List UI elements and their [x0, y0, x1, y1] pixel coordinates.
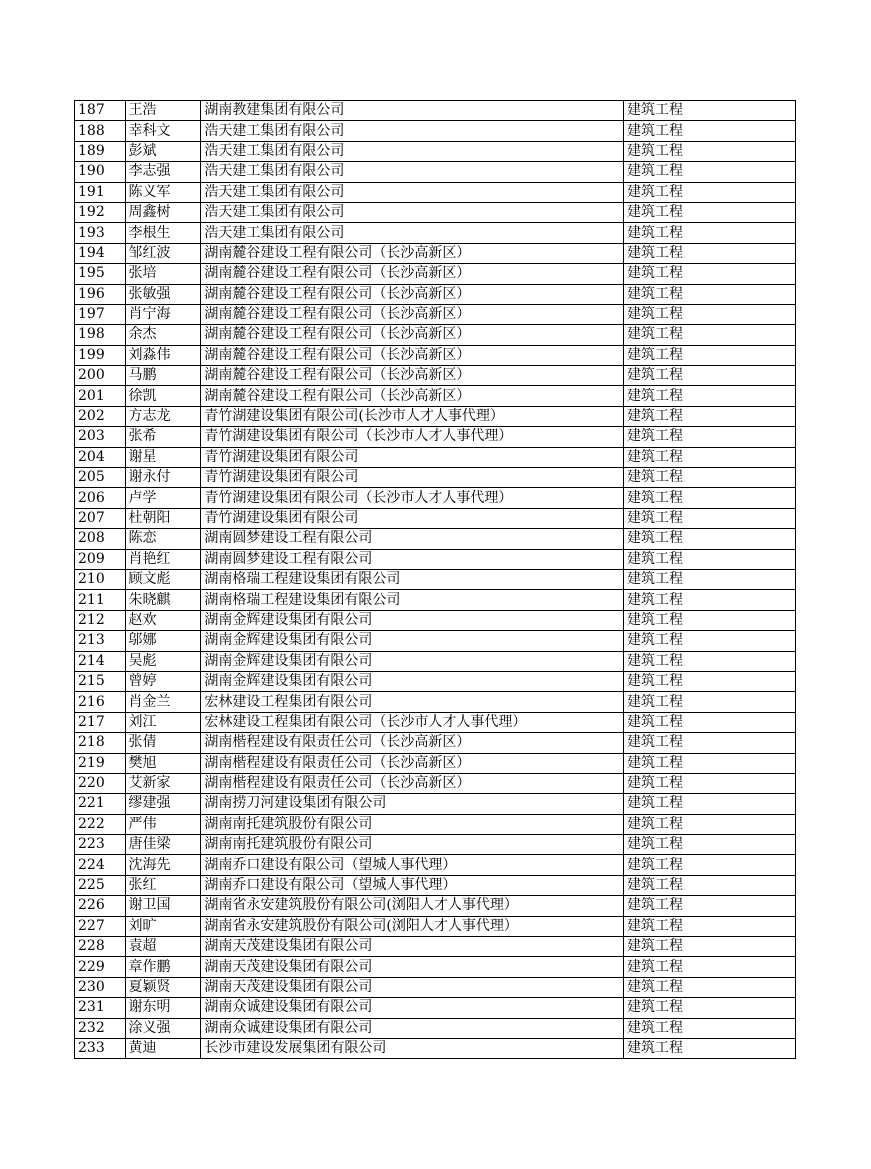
person-name-cell: 徐凯: [125, 386, 201, 406]
company-name-cell: 湖南南托建筑股份有限公司: [201, 814, 624, 834]
company-name-cell: 湖南格瑞工程建设集团有限公司: [201, 569, 624, 589]
person-name-cell: 邹红波: [125, 243, 201, 263]
row-number-cell: 215: [75, 671, 126, 691]
row-number-cell: 194: [75, 243, 126, 263]
row-number-cell: 229: [75, 957, 126, 977]
person-name-cell: 王浩: [125, 101, 201, 121]
category-cell: 建筑工程: [624, 712, 796, 732]
category-cell: 建筑工程: [624, 264, 796, 284]
category-cell: 建筑工程: [624, 835, 796, 855]
category-cell: 建筑工程: [624, 896, 796, 916]
company-name-cell: 湖南金辉建设集团有限公司: [201, 651, 624, 671]
person-name-cell: 邬娜: [125, 631, 201, 651]
person-name-cell: 幸科文: [125, 121, 201, 141]
person-name-cell: 彭斌: [125, 141, 201, 161]
person-name-cell: 刘江: [125, 712, 201, 732]
row-number-cell: 218: [75, 733, 126, 753]
row-number-cell: 197: [75, 304, 126, 324]
table-row: [75, 182, 796, 202]
company-name-cell: 湖南教建集团有限公司: [201, 101, 624, 121]
row-number-cell: 208: [75, 529, 126, 549]
person-name-cell: 李志强: [125, 162, 201, 182]
table-row: [75, 284, 796, 304]
table-row: [75, 835, 796, 855]
table-row: [75, 488, 796, 508]
row-number-cell: 200: [75, 366, 126, 386]
row-number-cell: 225: [75, 875, 126, 895]
category-cell: 建筑工程: [624, 631, 796, 651]
table-row: [75, 916, 796, 936]
company-name-cell: 青竹湖建设集团有限公司（长沙市人才人事代理）: [201, 427, 624, 447]
row-number-cell: 199: [75, 345, 126, 365]
person-name-cell: 刘淼伟: [125, 345, 201, 365]
table-row: [75, 468, 796, 488]
category-cell: 建筑工程: [624, 468, 796, 488]
company-name-cell: 浩天建工集团有限公司: [201, 162, 624, 182]
table-row: [75, 202, 796, 222]
company-name-cell: 青竹湖建设集团有限公司: [201, 468, 624, 488]
table-row: [75, 386, 796, 406]
row-number-cell: 193: [75, 223, 126, 243]
table-row: [75, 733, 796, 753]
company-name-cell: 湖南麓谷建设工程有限公司（长沙高新区）: [201, 366, 624, 386]
category-cell: 建筑工程: [624, 814, 796, 834]
row-number-cell: 204: [75, 447, 126, 467]
row-number-cell: 221: [75, 794, 126, 814]
person-name-cell: 缪建强: [125, 794, 201, 814]
row-number-cell: 230: [75, 977, 126, 997]
person-name-cell: 严伟: [125, 814, 201, 834]
category-cell: 建筑工程: [624, 569, 796, 589]
company-name-cell: 湖南金辉建设集团有限公司: [201, 671, 624, 691]
table-row: [75, 977, 796, 997]
category-cell: 建筑工程: [624, 1018, 796, 1038]
category-cell: 建筑工程: [624, 937, 796, 957]
category-cell: 建筑工程: [624, 794, 796, 814]
category-cell: 建筑工程: [624, 875, 796, 895]
row-number-cell: 207: [75, 508, 126, 528]
table-row: [75, 998, 796, 1018]
category-cell: 建筑工程: [624, 529, 796, 549]
company-name-cell: 湖南麓谷建设工程有限公司（长沙高新区）: [201, 345, 624, 365]
company-name-cell: 湖南省永安建筑股份有限公司(浏阳人才人事代理）: [201, 896, 624, 916]
row-number-cell: 212: [75, 610, 126, 630]
category-cell: 建筑工程: [624, 733, 796, 753]
category-cell: 建筑工程: [624, 590, 796, 610]
person-name-cell: 杜朝阳: [125, 508, 201, 528]
person-name-cell: 涂义强: [125, 1018, 201, 1038]
row-number-cell: 188: [75, 121, 126, 141]
row-number-cell: 192: [75, 202, 126, 222]
row-number-cell: 201: [75, 386, 126, 406]
table-row: [75, 569, 796, 589]
category-cell: 建筑工程: [624, 855, 796, 875]
company-name-cell: 湖南楷程建设有限责任公司（长沙高新区）: [201, 733, 624, 753]
person-name-cell: 方志龙: [125, 406, 201, 426]
row-number-cell: 189: [75, 141, 126, 161]
roster-table-body: [75, 101, 796, 1059]
category-cell: 建筑工程: [624, 977, 796, 997]
company-name-cell: 湖南天茂建设集团有限公司: [201, 957, 624, 977]
person-name-cell: 陈义军: [125, 182, 201, 202]
company-name-cell: 湖南众诚建设集团有限公司: [201, 998, 624, 1018]
row-number-cell: 203: [75, 427, 126, 447]
company-name-cell: 湖南麓谷建设工程有限公司（长沙高新区）: [201, 304, 624, 324]
table-row: [75, 610, 796, 630]
table-row: [75, 101, 796, 121]
row-number-cell: 211: [75, 590, 126, 610]
row-number-cell: 227: [75, 916, 126, 936]
table-row: [75, 406, 796, 426]
company-name-cell: 湖南楷程建设有限责任公司（长沙高新区）: [201, 773, 624, 793]
person-name-cell: 肖艳红: [125, 549, 201, 569]
table-row: [75, 753, 796, 773]
person-name-cell: 周鑫树: [125, 202, 201, 222]
table-row: [75, 264, 796, 284]
table-row: [75, 631, 796, 651]
person-name-cell: 谢卫国: [125, 896, 201, 916]
company-name-cell: 青竹湖建设集团有限公司: [201, 447, 624, 467]
row-number-cell: 187: [75, 101, 126, 121]
person-name-cell: 赵欢: [125, 610, 201, 630]
company-name-cell: 长沙市建设发展集团有限公司: [201, 1038, 624, 1058]
company-name-cell: 湖南麓谷建设工程有限公司（长沙高新区）: [201, 386, 624, 406]
table-row: [75, 590, 796, 610]
person-name-cell: 夏颖贤: [125, 977, 201, 997]
person-name-cell: 张红: [125, 875, 201, 895]
company-name-cell: 湖南金辉建设集团有限公司: [201, 631, 624, 651]
row-number-cell: 191: [75, 182, 126, 202]
person-name-cell: 张希: [125, 427, 201, 447]
table-row: [75, 1018, 796, 1038]
person-name-cell: 袁超: [125, 937, 201, 957]
row-number-cell: 190: [75, 162, 126, 182]
table-row: [75, 447, 796, 467]
category-cell: 建筑工程: [624, 508, 796, 528]
person-name-cell: 唐佳梁: [125, 835, 201, 855]
row-number-cell: 217: [75, 712, 126, 732]
table-row: [75, 671, 796, 691]
row-number-cell: 205: [75, 468, 126, 488]
table-row: [75, 855, 796, 875]
row-number-cell: 202: [75, 406, 126, 426]
person-name-cell: 谢永付: [125, 468, 201, 488]
company-name-cell: 浩天建工集团有限公司: [201, 141, 624, 161]
person-name-cell: 陈恋: [125, 529, 201, 549]
company-name-cell: 湖南麓谷建设工程有限公司（长沙高新区）: [201, 284, 624, 304]
person-name-cell: 黄迪: [125, 1038, 201, 1058]
company-name-cell: 湖南格瑞工程建设集团有限公司: [201, 590, 624, 610]
table-row: [75, 957, 796, 977]
company-name-cell: 湖南天茂建设集团有限公司: [201, 977, 624, 997]
table-row: [75, 814, 796, 834]
category-cell: 建筑工程: [624, 101, 796, 121]
person-name-cell: 李根生: [125, 223, 201, 243]
category-cell: 建筑工程: [624, 1038, 796, 1058]
table-row: [75, 508, 796, 528]
person-name-cell: 张倩: [125, 733, 201, 753]
row-number-cell: 209: [75, 549, 126, 569]
row-number-cell: 222: [75, 814, 126, 834]
category-cell: 建筑工程: [624, 610, 796, 630]
company-name-cell: 浩天建工集团有限公司: [201, 182, 624, 202]
row-number-cell: 195: [75, 264, 126, 284]
person-name-cell: 朱晓麒: [125, 590, 201, 610]
person-name-cell: 余杰: [125, 325, 201, 345]
table-row: [75, 427, 796, 447]
company-name-cell: 湖南省永安建筑股份有限公司(浏阳人才人事代理）: [201, 916, 624, 936]
row-number-cell: 219: [75, 753, 126, 773]
table-row: [75, 366, 796, 386]
category-cell: 建筑工程: [624, 916, 796, 936]
table-row: [75, 121, 796, 141]
category-cell: 建筑工程: [624, 386, 796, 406]
table-row: [75, 304, 796, 324]
person-name-cell: 樊旭: [125, 753, 201, 773]
category-cell: 建筑工程: [624, 304, 796, 324]
category-cell: 建筑工程: [624, 162, 796, 182]
row-number-cell: 223: [75, 835, 126, 855]
person-name-cell: 马鹏: [125, 366, 201, 386]
category-cell: 建筑工程: [624, 671, 796, 691]
table-row: [75, 937, 796, 957]
person-name-cell: 刘旷: [125, 916, 201, 936]
table-row: [75, 162, 796, 182]
company-name-cell: 湖南楷程建设有限责任公司（长沙高新区）: [201, 753, 624, 773]
row-number-cell: 228: [75, 937, 126, 957]
company-name-cell: 湖南南托建筑股份有限公司: [201, 835, 624, 855]
company-name-cell: 湖南乔口建设有限公司（望城人事代理）: [201, 875, 624, 895]
category-cell: 建筑工程: [624, 406, 796, 426]
row-number-cell: 232: [75, 1018, 126, 1038]
category-cell: 建筑工程: [624, 998, 796, 1018]
row-number-cell: 196: [75, 284, 126, 304]
company-name-cell: 湖南捞刀河建设集团有限公司: [201, 794, 624, 814]
category-cell: 建筑工程: [624, 651, 796, 671]
table-row: [75, 896, 796, 916]
person-name-cell: 肖宁海: [125, 304, 201, 324]
company-name-cell: 宏林建设工程集团有限公司: [201, 692, 624, 712]
category-cell: 建筑工程: [624, 202, 796, 222]
roster-table: [74, 100, 796, 1059]
category-cell: 建筑工程: [624, 345, 796, 365]
table-row: [75, 141, 796, 161]
row-number-cell: 224: [75, 855, 126, 875]
table-row: [75, 1038, 796, 1058]
person-name-cell: 卢学: [125, 488, 201, 508]
row-number-cell: 226: [75, 896, 126, 916]
category-cell: 建筑工程: [624, 488, 796, 508]
table-row: [75, 223, 796, 243]
company-name-cell: 湖南乔口建设有限公司（望城人事代理）: [201, 855, 624, 875]
category-cell: 建筑工程: [624, 243, 796, 263]
company-name-cell: 浩天建工集团有限公司: [201, 223, 624, 243]
category-cell: 建筑工程: [624, 141, 796, 161]
table-row: [75, 692, 796, 712]
company-name-cell: 湖南金辉建设集团有限公司: [201, 610, 624, 630]
person-name-cell: 张敏强: [125, 284, 201, 304]
category-cell: 建筑工程: [624, 325, 796, 345]
company-name-cell: 青竹湖建设集团有限公司(长沙市人才人事代理）: [201, 406, 624, 426]
table-row: [75, 773, 796, 793]
row-number-cell: 206: [75, 488, 126, 508]
category-cell: 建筑工程: [624, 121, 796, 141]
company-name-cell: 湖南麓谷建设工程有限公司（长沙高新区）: [201, 325, 624, 345]
person-name-cell: 艾新家: [125, 773, 201, 793]
category-cell: 建筑工程: [624, 223, 796, 243]
row-number-cell: 210: [75, 569, 126, 589]
company-name-cell: 浩天建工集团有限公司: [201, 121, 624, 141]
category-cell: 建筑工程: [624, 957, 796, 977]
table-row: [75, 345, 796, 365]
company-name-cell: 湖南圆梦建设工程有限公司: [201, 529, 624, 549]
company-name-cell: 湖南众诚建设集团有限公司: [201, 1018, 624, 1038]
row-number-cell: 214: [75, 651, 126, 671]
row-number-cell: 198: [75, 325, 126, 345]
person-name-cell: 谢星: [125, 447, 201, 467]
row-number-cell: 213: [75, 631, 126, 651]
category-cell: 建筑工程: [624, 549, 796, 569]
person-name-cell: 谢东明: [125, 998, 201, 1018]
table-row: [75, 651, 796, 671]
category-cell: 建筑工程: [624, 366, 796, 386]
table-row: [75, 325, 796, 345]
company-name-cell: 湖南圆梦建设工程有限公司: [201, 549, 624, 569]
company-name-cell: 浩天建工集团有限公司: [201, 202, 624, 222]
category-cell: 建筑工程: [624, 284, 796, 304]
company-name-cell: 湖南天茂建设集团有限公司: [201, 937, 624, 957]
category-cell: 建筑工程: [624, 753, 796, 773]
category-cell: 建筑工程: [624, 773, 796, 793]
row-number-cell: 233: [75, 1038, 126, 1058]
row-number-cell: 220: [75, 773, 126, 793]
company-name-cell: 青竹湖建设集团有限公司（长沙市人才人事代理）: [201, 488, 624, 508]
person-name-cell: 曾婷: [125, 671, 201, 691]
company-name-cell: 湖南麓谷建设工程有限公司（长沙高新区）: [201, 264, 624, 284]
category-cell: 建筑工程: [624, 692, 796, 712]
company-name-cell: 宏林建设工程集团有限公司（长沙市人才人事代理）: [201, 712, 624, 732]
table-row: [75, 529, 796, 549]
table-row: [75, 794, 796, 814]
row-number-cell: 216: [75, 692, 126, 712]
category-cell: 建筑工程: [624, 427, 796, 447]
person-name-cell: 章作鹏: [125, 957, 201, 977]
category-cell: 建筑工程: [624, 182, 796, 202]
table-row: [75, 712, 796, 732]
company-name-cell: 青竹湖建设集团有限公司: [201, 508, 624, 528]
person-name-cell: 张培: [125, 264, 201, 284]
row-number-cell: 231: [75, 998, 126, 1018]
person-name-cell: 肖金兰: [125, 692, 201, 712]
category-cell: 建筑工程: [624, 447, 796, 467]
person-name-cell: 顾文彪: [125, 569, 201, 589]
table-row: [75, 243, 796, 263]
company-name-cell: 湖南麓谷建设工程有限公司（长沙高新区）: [201, 243, 624, 263]
person-name-cell: 沈海先: [125, 855, 201, 875]
table-row: [75, 875, 796, 895]
table-row: [75, 549, 796, 569]
person-name-cell: 吴彪: [125, 651, 201, 671]
